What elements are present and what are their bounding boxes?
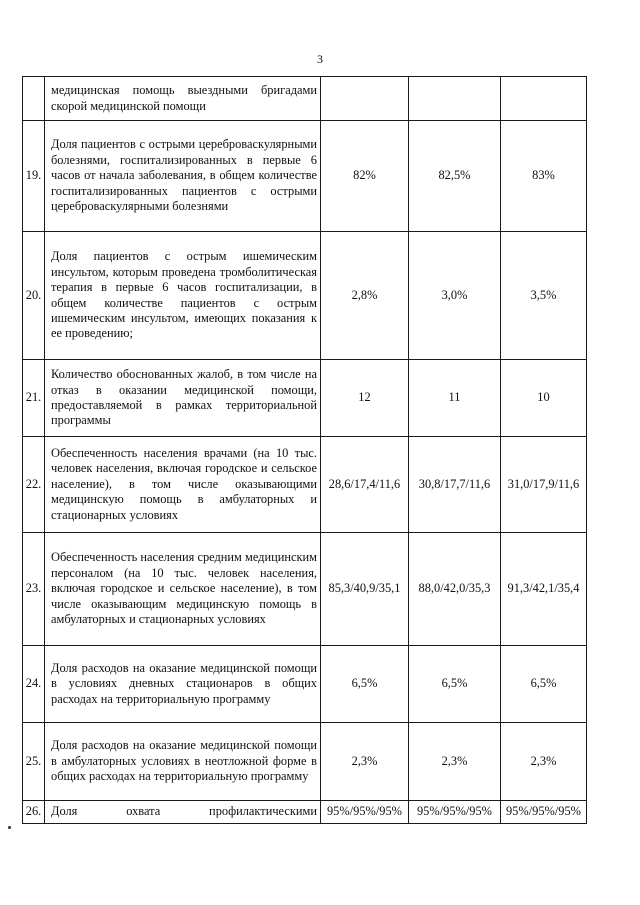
row-number: 26. <box>23 801 45 824</box>
row-value-1: 2,3% <box>321 723 409 801</box>
table-row <box>23 801 587 824</box>
table-row <box>23 646 587 723</box>
indicators-table <box>22 76 587 824</box>
table-row <box>23 77 587 121</box>
row-value-1: 28,6/17,4/11,6 <box>321 437 409 533</box>
row-value-1: 82% <box>321 121 409 232</box>
row-number: 19. <box>23 121 45 232</box>
table-row <box>23 437 587 533</box>
row-value-2: 30,8/17,7/11,6 <box>409 437 501 533</box>
row-description: Доля пациентов с острыми цереброваскулярными болезнями, госпитализированных в первые 6 часов от начала заболевания, в общем количестве госпитализированных пациентов с острыми цереброваскулярными болезнями <box>45 121 321 232</box>
row-value-1: 6,5% <box>321 646 409 723</box>
row-value-2: 82,5% <box>409 121 501 232</box>
row-value-3: 2,3% <box>501 723 587 801</box>
row-number: 21. <box>23 360 45 437</box>
row-value-2: 3,0% <box>409 232 501 360</box>
row-value-2 <box>409 77 501 121</box>
table-row <box>23 121 587 232</box>
row-value-2: 6,5% <box>409 646 501 723</box>
row-value-3: 6,5% <box>501 646 587 723</box>
row-value-2: 95%/95%/95% <box>409 801 501 824</box>
row-description: Обеспеченность населения средним медицинским персоналом (на 10 тыс. человек населения, включая городское и сельское население), в том числе оказывающим медицинскую помощь в амбулаторных и стационарных условиях <box>45 533 321 646</box>
row-number: 22. <box>23 437 45 533</box>
row-number: 25. <box>23 723 45 801</box>
row-value-3 <box>501 77 587 121</box>
margin-dot <box>8 826 11 829</box>
table-row <box>23 360 587 437</box>
row-value-3: 91,3/42,1/35,4 <box>501 533 587 646</box>
row-number: 20. <box>23 232 45 360</box>
row-number <box>23 77 45 121</box>
row-value-2: 88,0/42,0/35,3 <box>409 533 501 646</box>
row-description: Обеспеченность населения врачами (на 10 тыс. человек населения, включая городское и сельское население), в том числе оказывающими медицинскую помощь в амбулаторных и стационарных условиях <box>45 437 321 533</box>
row-description: Доля охвата профилактическими <box>45 801 321 824</box>
row-value-1 <box>321 77 409 121</box>
row-value-2: 2,3% <box>409 723 501 801</box>
table-row <box>23 533 587 646</box>
row-description: Доля пациентов с острым ишемическим инсультом, которым проведена тромболитическая терапия в первые 6 часов госпитализации, в общем количестве пациентов с острым ишемическим инсультом, имеющих показания к ее проведению; <box>45 232 321 360</box>
row-number: 24. <box>23 646 45 723</box>
row-value-3: 31,0/17,9/11,6 <box>501 437 587 533</box>
row-value-3: 83% <box>501 121 587 232</box>
row-description: Доля расходов на оказание медицинской помощи в условиях дневных стационаров в общих расходах на территориальную программу <box>45 646 321 723</box>
row-value-3: 10 <box>501 360 587 437</box>
row-number: 23. <box>23 533 45 646</box>
row-value-1: 95%/95%/95% <box>321 801 409 824</box>
row-value-1: 85,3/40,9/35,1 <box>321 533 409 646</box>
row-value-1: 2,8% <box>321 232 409 360</box>
page-number: 3 <box>317 52 323 66</box>
row-description: Доля расходов на оказание медицинской помощи в амбулаторных условиях в неотложной форме в общих расходах на территориальную программу <box>45 723 321 801</box>
table-row <box>23 232 587 360</box>
table-row <box>23 723 587 801</box>
row-value-3: 3,5% <box>501 232 587 360</box>
row-value-1: 12 <box>321 360 409 437</box>
row-value-2: 11 <box>409 360 501 437</box>
row-value-3: 95%/95%/95% <box>501 801 587 824</box>
row-description: медицинская помощь выездными бригадами скорой медицинской помощи <box>45 77 321 121</box>
row-description: Количество обоснованных жалоб, в том числе на отказ в оказании медицинской помощи, предоставляемой в рамках территориальной программы <box>45 360 321 437</box>
